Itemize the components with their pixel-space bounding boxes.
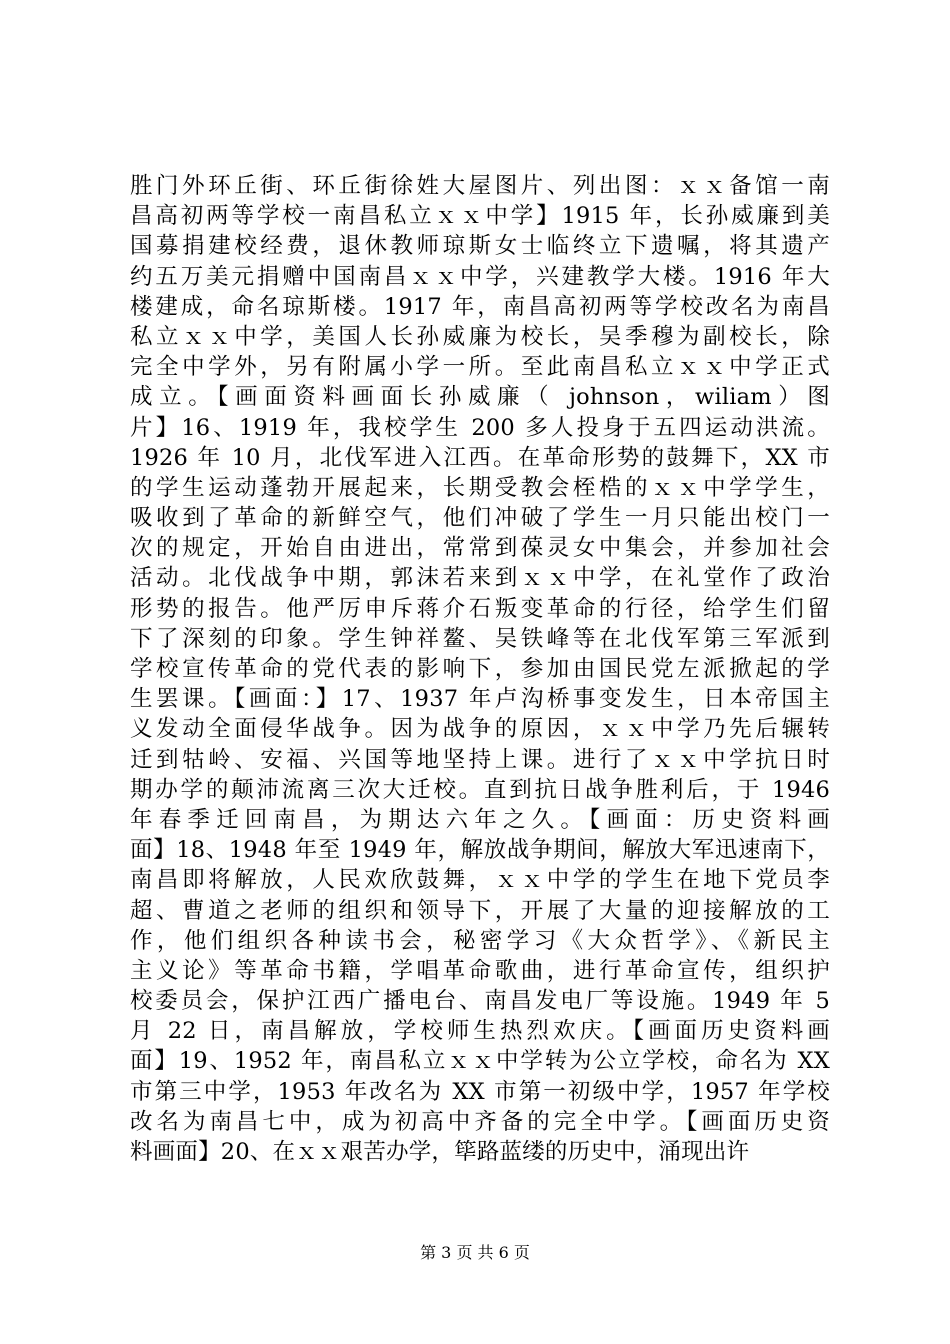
- text-line: 完全中学外，另有附属小学一所。至此南昌私立ｘｘ中学正式: [130, 354, 830, 381]
- page-footer: 第 3 页 共 6 页: [420, 1243, 530, 1262]
- text-line: 约五万美元捐赠中国南昌ｘｘ中学，兴建教学大楼。1916 年大: [130, 263, 830, 290]
- text-line: 的学生运动蓬勃开展起来，长期受教会桎梏的ｘｘ中学学生，: [130, 474, 830, 501]
- text-line: 形势的报告。他严厉申斥蒋介石叛变革命的行径，给学生们留: [130, 595, 830, 622]
- text-line: 南昌即将解放，人民欢欣鼓舞，ｘｘ中学的学生在地下党员李: [130, 867, 830, 894]
- text-line: 胜门外环丘街、环丘街徐姓大屋图片、列出图：ｘｘ备馆一南: [130, 173, 830, 199]
- body-text: [130, 171, 830, 1167]
- text-line: 成立。【画面资料画面长孙威廉（ johnson，wiliam）图: [130, 384, 830, 411]
- text-line: 义发动全面侵华战争。因为战争的原因，ｘｘ中学乃先后辗转: [130, 716, 830, 743]
- text-line: 昌高初两等学校一南昌私立ｘｘ中学】1915 年，长孙威廉到美: [130, 203, 830, 230]
- text-line: 期办学的颠沛流离三次大迁校。直到抗日战争胜利后，于 1946: [130, 776, 830, 803]
- text-line: 超、曹道之老师的组织和领导下，开展了大量的迎接解放的工: [130, 897, 830, 924]
- text-line: 面】19、1952 年，南昌私立ｘｘ中学转为公立学校，命名为 XX: [130, 1048, 830, 1075]
- text-line: 私立ｘｘ中学，美国人长孙威廉为校长，吴季穆为副校长，除: [130, 323, 830, 350]
- text-line: 市第三中学，1953 年改名为 XX 市第一初级中学，1957 年学校: [130, 1078, 830, 1105]
- text-line: 学校宣传革命的党代表的影响下，参加由国民党左派掀起的学: [130, 656, 830, 682]
- text-line: 迁到牯岭、安福、兴国等地坚持上课。进行了ｘｘ中学抗日时: [130, 746, 830, 773]
- text-line: 料画面】20、在ｘｘ艰苦办学，筚路蓝缕的历史中，涌现出许: [130, 1139, 750, 1165]
- text-line: 作，他们组织各种读书会，秘密学习《大众哲学》、《新民主: [130, 927, 830, 954]
- text-line: 楼建成，命名琼斯楼。1917 年，南昌高初两等学校改名为南昌: [130, 293, 830, 320]
- text-line: 下了深刻的印象。学生钟祥鳌、吴铁峰等在北伐军第三军派到: [130, 625, 830, 652]
- text-line: 活动。北伐战争中期，郭沫若来到ｘｘ中学，在礼堂作了政治: [130, 565, 830, 592]
- text-line: 主义论》等革命书籍，学唱革命歌曲，进行革命宣传，组织护: [130, 957, 830, 984]
- text-line: 月 22 日，南昌解放，学校师生热烈欢庆。【画面历史资料画: [130, 1018, 830, 1045]
- text-line: 校委员会，保护江西广播电台、南昌发电厂等设施。1949 年 5: [130, 988, 830, 1015]
- text-line: 1926 年 10 月，北伐军进入江西。在革命形势的鼓舞下，XX 市: [130, 444, 830, 471]
- text-line: 面】18、1948 年至 1949 年，解放战争期间，解放大军迅速南下，: [130, 837, 830, 864]
- text-line: 生罢课。【画面：】17、1937 年卢沟桥事变发生，日本帝国主: [130, 686, 830, 713]
- text-line: 吸收到了革命的新鲜空气，他们冲破了学生一月只能出校门一: [130, 505, 830, 532]
- text-line: 片】16、1919 年，我校学生 200 多人投身于五四运动洪流。: [130, 414, 830, 441]
- text-line: 国募捐建校经费，退休教师琼斯女士临终立下遗嘱，将其遗产: [130, 233, 830, 260]
- text-line: 改名为南昌七中，成为初高中齐备的完全中学。【画面历史资: [130, 1108, 830, 1135]
- text-line: 年春季迁回南昌，为期达六年之久。【画面：历史资料画: [130, 806, 830, 833]
- text-line: 次的规定，开始自由进出，常常到葆灵女中集会，并参加社会: [130, 535, 830, 562]
